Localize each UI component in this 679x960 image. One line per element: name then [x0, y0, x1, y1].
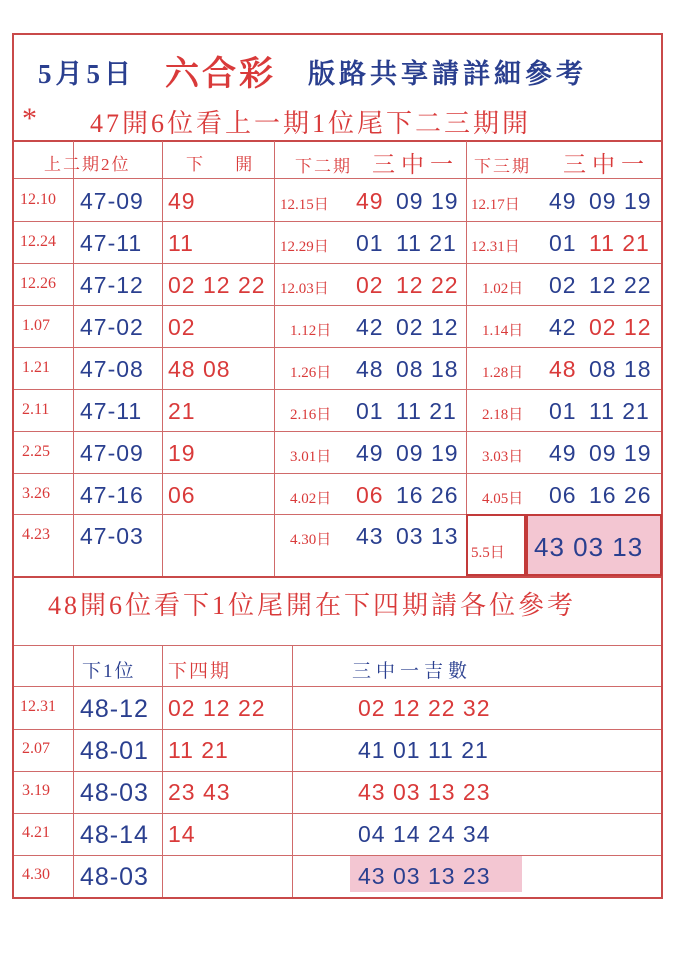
- header-col-next2: 下二期: [295, 157, 352, 176]
- row-next2-date: 1.26日: [290, 365, 332, 381]
- row-next3-rest: 08 18: [589, 356, 652, 382]
- table1-row-line: [14, 347, 661, 348]
- row2-lucky: 41 01 11 21: [358, 737, 489, 763]
- row-next3-first: 01: [549, 398, 577, 424]
- row-next3-first: 49: [549, 188, 577, 214]
- row-next2-first: 01: [356, 230, 384, 256]
- table1-row-line: [14, 431, 661, 432]
- row-next3-date: 1.02日: [482, 281, 524, 297]
- header-rule: 47開6位看上一期1位尾下二三期開: [90, 109, 532, 138]
- table2-col-line: [292, 645, 293, 897]
- row2-code: 48-12: [80, 695, 149, 723]
- row2-date: 4.30: [22, 866, 50, 883]
- row2-next: 23 43: [168, 779, 231, 805]
- table2-row-line: [14, 855, 661, 856]
- row-date: 1.07: [22, 317, 50, 334]
- row-next: 02 12 22: [168, 272, 266, 298]
- table2-row-line: [14, 729, 661, 730]
- row-date: 12.24: [20, 233, 56, 250]
- row2-date: 3.19: [22, 782, 50, 799]
- row-next2-first: 42: [356, 314, 384, 340]
- row-next3-first: 01: [549, 230, 577, 256]
- row-next2-first: 49: [356, 440, 384, 466]
- row-code: 47-11: [80, 398, 143, 424]
- table1-row-line: [14, 263, 661, 264]
- row-next3-date: 4.05日: [482, 491, 524, 507]
- row-next2-rest: 02 12: [396, 314, 459, 340]
- row-next3-first: 49: [549, 440, 577, 466]
- row2-date: 12.31: [20, 698, 56, 715]
- row-next: 06: [168, 482, 196, 508]
- row-next: 48 08: [168, 356, 231, 382]
- header-col-next2-hit: 三中一: [372, 152, 459, 177]
- row-next: 02: [168, 314, 196, 340]
- table1-row-line: [14, 389, 661, 390]
- row2-code: 48-03: [80, 863, 149, 891]
- row-date: 3.26: [22, 485, 50, 502]
- table2-top-line: [14, 645, 661, 646]
- table1-row-line: [14, 221, 661, 222]
- row-next3-first: 43 03 13: [534, 532, 644, 562]
- row-date: 2.11: [22, 401, 50, 418]
- row2-lucky: 04 14 24 34: [358, 821, 491, 847]
- table1-col-line: [73, 141, 74, 576]
- row-next2-date: 12.15日: [280, 197, 329, 213]
- row-next2-rest: 09 19: [396, 440, 459, 466]
- row-next3-date: 1.28日: [482, 365, 524, 381]
- table1-row-line: [14, 473, 661, 474]
- row-next2-date: 12.03日: [280, 281, 329, 297]
- row-next3-date: 12.31日: [471, 239, 520, 255]
- header2-col-next4: 下四期: [168, 661, 232, 682]
- row-next3-date: 2.18日: [482, 407, 524, 423]
- header-marker: *: [22, 102, 37, 135]
- row-next3-rest: 02 12: [589, 314, 652, 340]
- row-next2-rest: 08 18: [396, 356, 459, 382]
- row-next3-first: 42: [549, 314, 577, 340]
- row-code: 47-11: [80, 230, 143, 256]
- row-next2-date: 4.30日: [290, 532, 332, 548]
- table2-col-line: [73, 645, 74, 897]
- row-next2-date: 4.02日: [290, 491, 332, 507]
- table2-row-line: [14, 771, 661, 772]
- table2-row-line: [14, 813, 661, 814]
- row2-date: 2.07: [22, 740, 50, 757]
- header2-col-next1: 下1位: [82, 661, 136, 682]
- row-next3-rest: 16 26: [589, 482, 652, 508]
- header-note: 版路共享請詳細參考: [308, 59, 587, 89]
- section2-rule: 48開6位看下1位尾開在下四期請各位參考: [48, 591, 577, 620]
- row-date: 12.26: [20, 275, 56, 292]
- row2-next: 02 12 22: [168, 695, 266, 721]
- row-next2-date: 2.16日: [290, 407, 332, 423]
- table1-col-line: [274, 141, 275, 576]
- row-next3-first: 48: [549, 356, 577, 382]
- header-brand: 六合彩: [165, 56, 276, 93]
- header-col-prev2: 上二期2位: [44, 155, 131, 174]
- row2-code: 48-03: [80, 779, 149, 807]
- row-next3-rest: 11 21: [589, 398, 650, 424]
- row2-code: 48-14: [80, 821, 149, 849]
- row-date: 4.23: [22, 526, 50, 543]
- row-next3-rest: 09 19: [589, 440, 652, 466]
- row-next: 21: [168, 398, 196, 424]
- header2-col-lucky: 三中一吉數: [352, 661, 473, 682]
- row-next3-date: 1.14日: [482, 323, 524, 339]
- row-next2-rest: 16 26: [396, 482, 459, 508]
- table1-bottom-border: [14, 576, 661, 578]
- table1-top-border: [14, 140, 661, 142]
- row-next2-rest: 12 22: [396, 272, 459, 298]
- row-next2-first: 43: [356, 523, 384, 549]
- row-code: 47-03: [80, 523, 144, 549]
- row-next2-rest: 11 21: [396, 230, 457, 256]
- row2-next: 11 21: [168, 737, 229, 763]
- row-next2-rest: 03 13: [396, 523, 459, 549]
- row2-lucky: 02 12 22 32: [358, 695, 491, 721]
- row2-lucky: 43 03 13 23: [358, 863, 491, 889]
- table1-row-line: [14, 305, 661, 306]
- row-next2-date: 3.01日: [290, 449, 332, 465]
- row-code: 47-02: [80, 314, 144, 340]
- table2-header-divider: [14, 686, 661, 687]
- header-col-next: 下 開: [186, 155, 267, 174]
- row-next2-first: 48: [356, 356, 384, 382]
- header-col-next3: 下三期: [474, 157, 531, 176]
- row-next2-rest: 09 19: [396, 188, 459, 214]
- row-next3-first: 02: [549, 272, 577, 298]
- row-code: 47-12: [80, 272, 144, 298]
- table1-col-line: [162, 141, 163, 576]
- row-next2-first: 01: [356, 398, 384, 424]
- header-date: 5月5日: [38, 59, 135, 89]
- row-code: 47-09: [80, 188, 144, 214]
- row-next3-rest: 12 22: [589, 272, 652, 298]
- row2-lucky: 43 03 13 23: [358, 779, 491, 805]
- row2-code: 48-01: [80, 737, 149, 765]
- row-code: 47-08: [80, 356, 144, 382]
- row-next3-rest: 11 21: [589, 230, 650, 256]
- row-next2-rest: 11 21: [396, 398, 457, 424]
- row-next2-first: 49: [356, 188, 384, 214]
- row-next3-date: 12.17日: [471, 197, 520, 213]
- row-next: 49: [168, 188, 196, 214]
- row-date: 2.25: [22, 443, 50, 460]
- row-code: 47-09: [80, 440, 144, 466]
- header-col-next3-hit: 三中一: [563, 152, 650, 177]
- row-code: 47-16: [80, 482, 144, 508]
- table2-col-line: [162, 645, 163, 897]
- row-next3-date: 5.5日: [471, 545, 505, 561]
- row-next: 11: [168, 230, 194, 256]
- row-next3-first: 06: [549, 482, 577, 508]
- row-next: 19: [168, 440, 196, 466]
- row-next3-rest: 09 19: [589, 188, 652, 214]
- row-next3-date: 3.03日: [482, 449, 524, 465]
- row-next2-first: 06: [356, 482, 384, 508]
- row2-date: 4.21: [22, 824, 50, 841]
- row-next2-date: 1.12日: [290, 323, 332, 339]
- row-next2-date: 12.29日: [280, 239, 329, 255]
- row2-next: 14: [168, 821, 196, 847]
- row-date: 1.21: [22, 359, 50, 376]
- row-date: 12.10: [20, 191, 56, 208]
- table1-col-line: [466, 141, 467, 576]
- row-next2-first: 02: [356, 272, 384, 298]
